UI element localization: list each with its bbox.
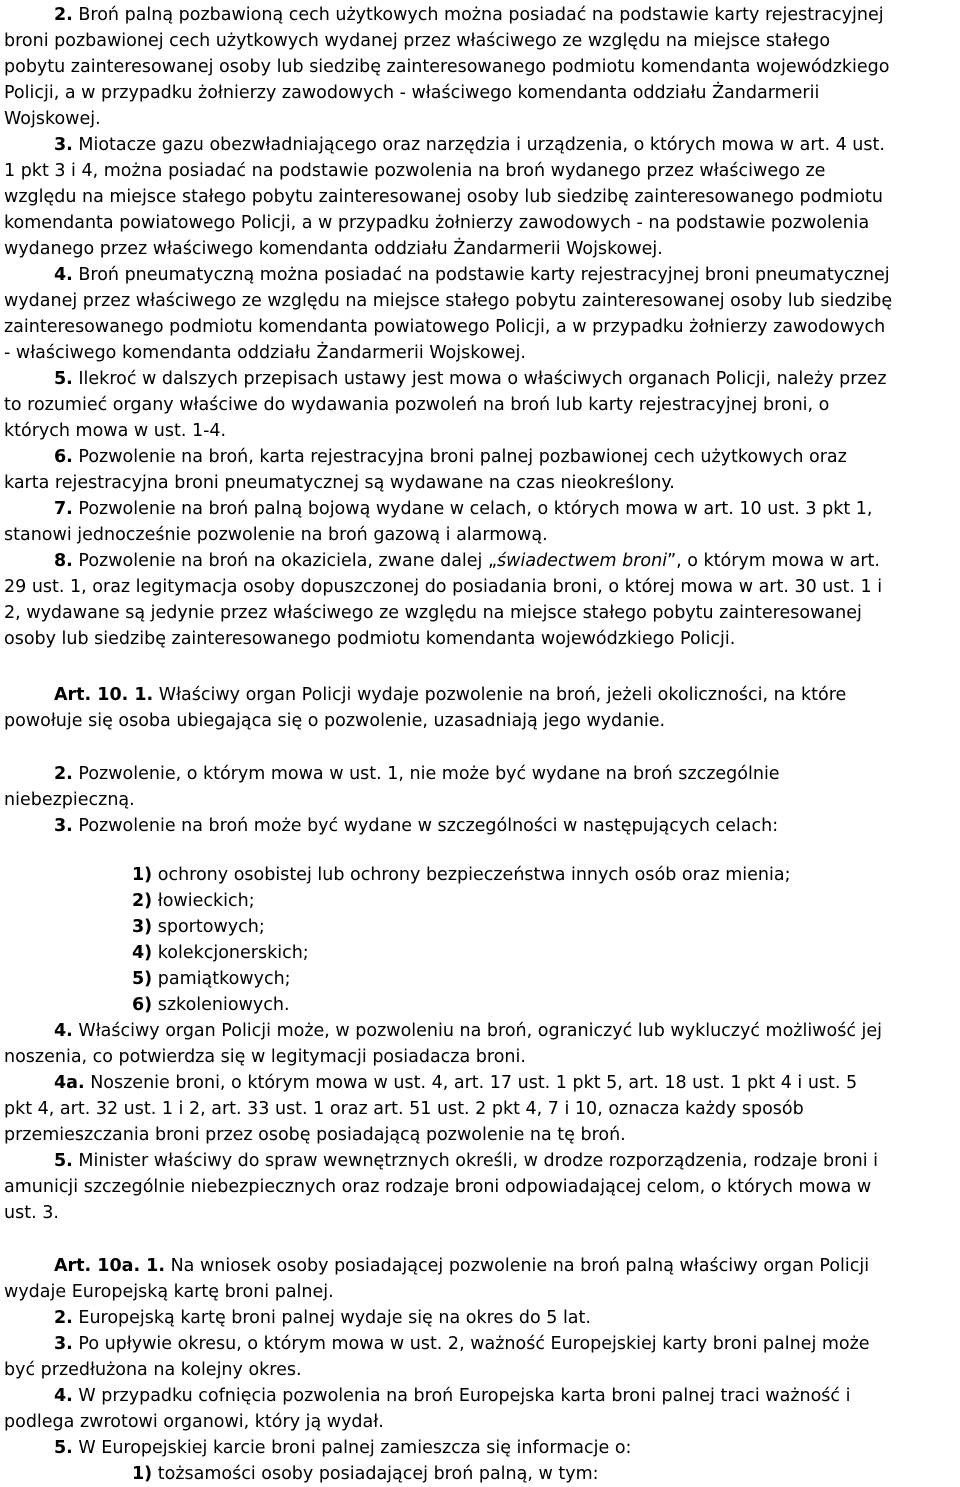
text-run: sportowych; (152, 917, 265, 937)
text-line (54, 498, 873, 520)
text-line (4, 472, 675, 494)
bold-number: 3. (54, 1334, 73, 1354)
text-run: Wojskowej. (4, 109, 101, 129)
text-line (4, 1124, 626, 1146)
text-line (4, 160, 825, 182)
text-line (54, 446, 847, 468)
text-line (54, 4, 884, 26)
bold-number: 1) (132, 865, 153, 885)
text-run: W przypadku cofnięcia pozwolenia na broń Europejska karta broni palnej traci ważność i (72, 1386, 851, 1406)
text-line (132, 968, 291, 990)
bold-number: 2. (54, 5, 73, 25)
text-line (54, 684, 846, 706)
text-line (54, 763, 780, 785)
text-line (4, 420, 226, 442)
bold-number: 4. (54, 1386, 73, 1406)
bold-number: Art. 10. 1. (54, 685, 154, 705)
text-line (4, 1411, 384, 1433)
bold-number: 2. (54, 1308, 73, 1328)
bold-number: 2) (132, 891, 153, 911)
text-line (4, 30, 830, 52)
text-run: kolekcjonerskich; (152, 943, 309, 963)
text-run: łowieckich; (152, 891, 255, 911)
text-run: amunicji szczególnie niebezpiecznych oraz rodzaje broni odpowiadającej celom, o których mowa w (4, 1177, 872, 1197)
bold-number: 4. (54, 265, 73, 285)
text-line (132, 1463, 599, 1485)
text-run: szkoleniowych. (152, 995, 290, 1015)
bold-number: 6. (54, 447, 73, 467)
text-line (4, 1202, 59, 1224)
text-line (54, 368, 887, 390)
text-line (54, 550, 880, 572)
text-run: Pozwolenie na broń, karta rejestracyjna broni palnej pozbawionej cech użytkowych oraz (72, 447, 847, 467)
bold-number: 5) (132, 969, 153, 989)
bold-number: 5. (54, 369, 73, 389)
text-line (54, 1385, 850, 1407)
text-run: komendanta powiatowego Policji, a w przypadku żołnierzy zawodowych - na podstawie pozwolenia (4, 213, 870, 233)
text-line (4, 710, 665, 732)
text-run: zainteresowanego podmiotu komendanta powiatowego Policji, a w przypadku żołnierzy zawodowych (4, 317, 886, 337)
bold-number: 2. (54, 764, 73, 784)
text-run: Minister właściwy do spraw wewnętrznych określi, w drodze rozporządzenia, rodzaje broni i (72, 1151, 878, 1171)
text-run: Pozwolenie na broń może być wydane w szczególności w następujących celach: (72, 816, 779, 836)
text-line (4, 576, 882, 598)
text-run: to rozumieć organy właściwe do wydawania pozwoleń na broń lub karty rejestracyjnej broni, o (4, 395, 830, 415)
text-line (54, 1150, 878, 1172)
text-run: wydanego przez właściwego komendanta oddziału Żandarmerii Wojskowej. (4, 239, 663, 259)
text-line (54, 1437, 631, 1459)
text-run: W Europejskiej karcie broni palnej zamieszcza się informacje o: (72, 1438, 632, 1458)
text-run: Ilekroć w dalszych przepisach ustawy jest mowa o właściwych organach Policji, należy przez (72, 369, 887, 389)
bold-number: 6) (132, 995, 153, 1015)
text-run: karta rejestracyjna broni pneumatycznej są wydawane na czas nieokreślony. (4, 473, 675, 493)
text-run: wydanej przez właściwego ze względu na miejsce stałego pobytu zainteresowanej osoby lub siedzibę (4, 291, 893, 311)
text-run: Policji, a w przypadku żołnierzy zawodowych - właściwego komendanta oddziału Żandarmerii (4, 83, 820, 103)
text-run: których mowa w ust. 1-4. (4, 421, 227, 441)
text-run: ochrony osobistej lub ochrony bezpieczeństwa innych osób oraz mienia; (152, 865, 791, 885)
bold-number: 5. (54, 1151, 73, 1171)
text-run: stanowi jednocześnie pozwolenie na broń gazową i alarmową. (4, 525, 548, 545)
bold-number: Art. 10a. 1. (54, 1256, 166, 1276)
text-run: noszenia, co potwierdza się w legitymacji posiadacza broni. (4, 1047, 526, 1067)
text-line (4, 1176, 871, 1198)
text-run: pkt 4, art. 32 ust. 1 i 2, art. 33 ust. 1 oraz art. 51 ust. 2 pkt 4, 7 i 10, oznacza każdy sposób (4, 1099, 804, 1119)
text-run: 1 pkt 3 i 4, można posiadać na podstawie pozwolenia na broń wydanego przez właściwego ze (4, 161, 826, 181)
text-line (4, 789, 135, 811)
text-line (132, 916, 265, 938)
bold-number: 3) (132, 917, 153, 937)
text-line (54, 1072, 857, 1094)
text-line (4, 394, 829, 416)
text-line (4, 290, 892, 312)
text-run: - właściwego komendanta oddziału Żandarmerii Wojskowej. (4, 343, 526, 363)
text-run: ust. 3. (4, 1203, 59, 1223)
text-line (54, 1020, 882, 1042)
text-line (132, 864, 791, 886)
text-run: pobytu zainteresowanej osoby lub siedzibę zainteresowanego podmiotu komendanta wojewódzkiego (4, 57, 890, 77)
bold-number: 8. (54, 551, 73, 571)
text-run: Broń palną pozbawioną cech użytkowych można posiadać na podstawie karty rejestracyjnej (72, 5, 884, 25)
text-run: Po upływie okresu, o którym mowa w ust. 2, ważność Europejskiej karty broni palnej może (72, 1334, 870, 1354)
text-run: 2, wydawane są jedynie przez właściwego ze względu na miejsce stałego pobytu zainteresowanej (4, 603, 862, 623)
bold-number: 4a. (54, 1073, 85, 1093)
text-line (4, 1098, 804, 1120)
text-run: broni pozbawionej cech użytkowych wydanej przez właściwego ze względu na miejsce stałego (4, 31, 831, 51)
text-line (4, 212, 869, 234)
text-line (54, 264, 890, 286)
text-run: powołuje się osoba ubiegająca się o pozwolenie, uzasadniają jego wydanie. (4, 711, 666, 731)
text-run: Pozwolenie na broń na okaziciela, zwane dalej „ (72, 551, 498, 571)
text-line (4, 238, 663, 260)
text-run: Właściwy organ Policji wydaje pozwolenie na broń, jeżeli okoliczności, na które (153, 685, 847, 705)
text-run: przemieszczania broni przez osobę posiadającą pozwolenie na tę broń. (4, 1125, 626, 1145)
text-run: Pozwolenie na broń palną bojową wydane w celach, o których mowa w art. 10 ust. 3 pkt 1, (72, 499, 873, 519)
text-line (54, 815, 778, 837)
text-run: Pozwolenie, o którym mowa w ust. 1, nie może być wydane na broń szczególnie (72, 764, 780, 784)
bold-number: 5. (54, 1438, 73, 1458)
text-line (4, 524, 548, 546)
text-run: tożsamości osoby posiadającej broń palną, w tym: (152, 1464, 599, 1484)
text-line (4, 342, 526, 364)
text-line (4, 316, 885, 338)
text-line (54, 1307, 591, 1329)
text-line (4, 602, 862, 624)
text-line (132, 890, 255, 912)
text-line (4, 628, 735, 650)
text-line (4, 186, 883, 208)
text-run: Na wniosek osoby posiadającej pozwolenie na broń palną właściwy organ Policji (165, 1256, 870, 1276)
text-line (4, 108, 101, 130)
bold-number: 7. (54, 499, 73, 519)
italic-term: świadectwem broni (497, 551, 668, 571)
bold-number: 4. (54, 1021, 73, 1041)
text-run: osoby lub siedzibę zainteresowanego podmiotu komendanta wojewódzkiego Policji. (4, 629, 736, 649)
text-run: podlega zwrotowi organowi, który ją wydał. (4, 1412, 384, 1432)
text-run: Broń pneumatyczną można posiadać na podstawie karty rejestracyjnej broni pneumatycznej (72, 265, 890, 285)
text-run: 29 ust. 1, oraz legitymacja osoby dopuszczonej do posiadania broni, o której mowa w art. 30 ust. 1 i (4, 577, 883, 597)
text-run: wydaje Europejską kartę broni palnej. (4, 1282, 334, 1302)
text-run: względu na miejsce stałego pobytu zainteresowanej osoby lub siedzibę zainteresowanego podmiotu (4, 187, 883, 207)
text-line (4, 1281, 334, 1303)
text-run: Miotacze gazu obezwładniającego oraz narzędzia i urządzenia, o których mowa w art. 4 ust. (72, 135, 885, 155)
text-line (132, 994, 290, 1016)
text-line (4, 1359, 302, 1381)
text-run: być przedłużona na kolejny okres. (4, 1360, 302, 1380)
text-run: ”, o którym mowa w art. (667, 551, 880, 571)
bold-number: 1) (132, 1464, 153, 1484)
text-line (54, 134, 885, 156)
text-line (4, 1046, 526, 1068)
bold-number: 3. (54, 135, 73, 155)
text-line (4, 82, 819, 104)
text-run: pamiątkowych; (152, 969, 291, 989)
text-run: Właściwy organ Policji może, w pozwoleniu na broń, ograniczyć lub wykluczyć możliwość jej (72, 1021, 882, 1041)
bold-number: 3. (54, 816, 73, 836)
text-run: Europejską kartę broni palnej wydaje się na okres do 5 lat. (72, 1308, 591, 1328)
text-line (132, 942, 309, 964)
text-line (4, 56, 890, 78)
text-line (54, 1255, 869, 1277)
text-line (54, 1333, 870, 1355)
bold-number: 4) (132, 943, 153, 963)
text-run: Noszenie broni, o którym mowa w ust. 4, art. 17 ust. 1 pkt 5, art. 18 ust. 1 pkt 4 i ust. 5 (84, 1073, 858, 1093)
text-run: niebezpieczną. (4, 790, 135, 810)
